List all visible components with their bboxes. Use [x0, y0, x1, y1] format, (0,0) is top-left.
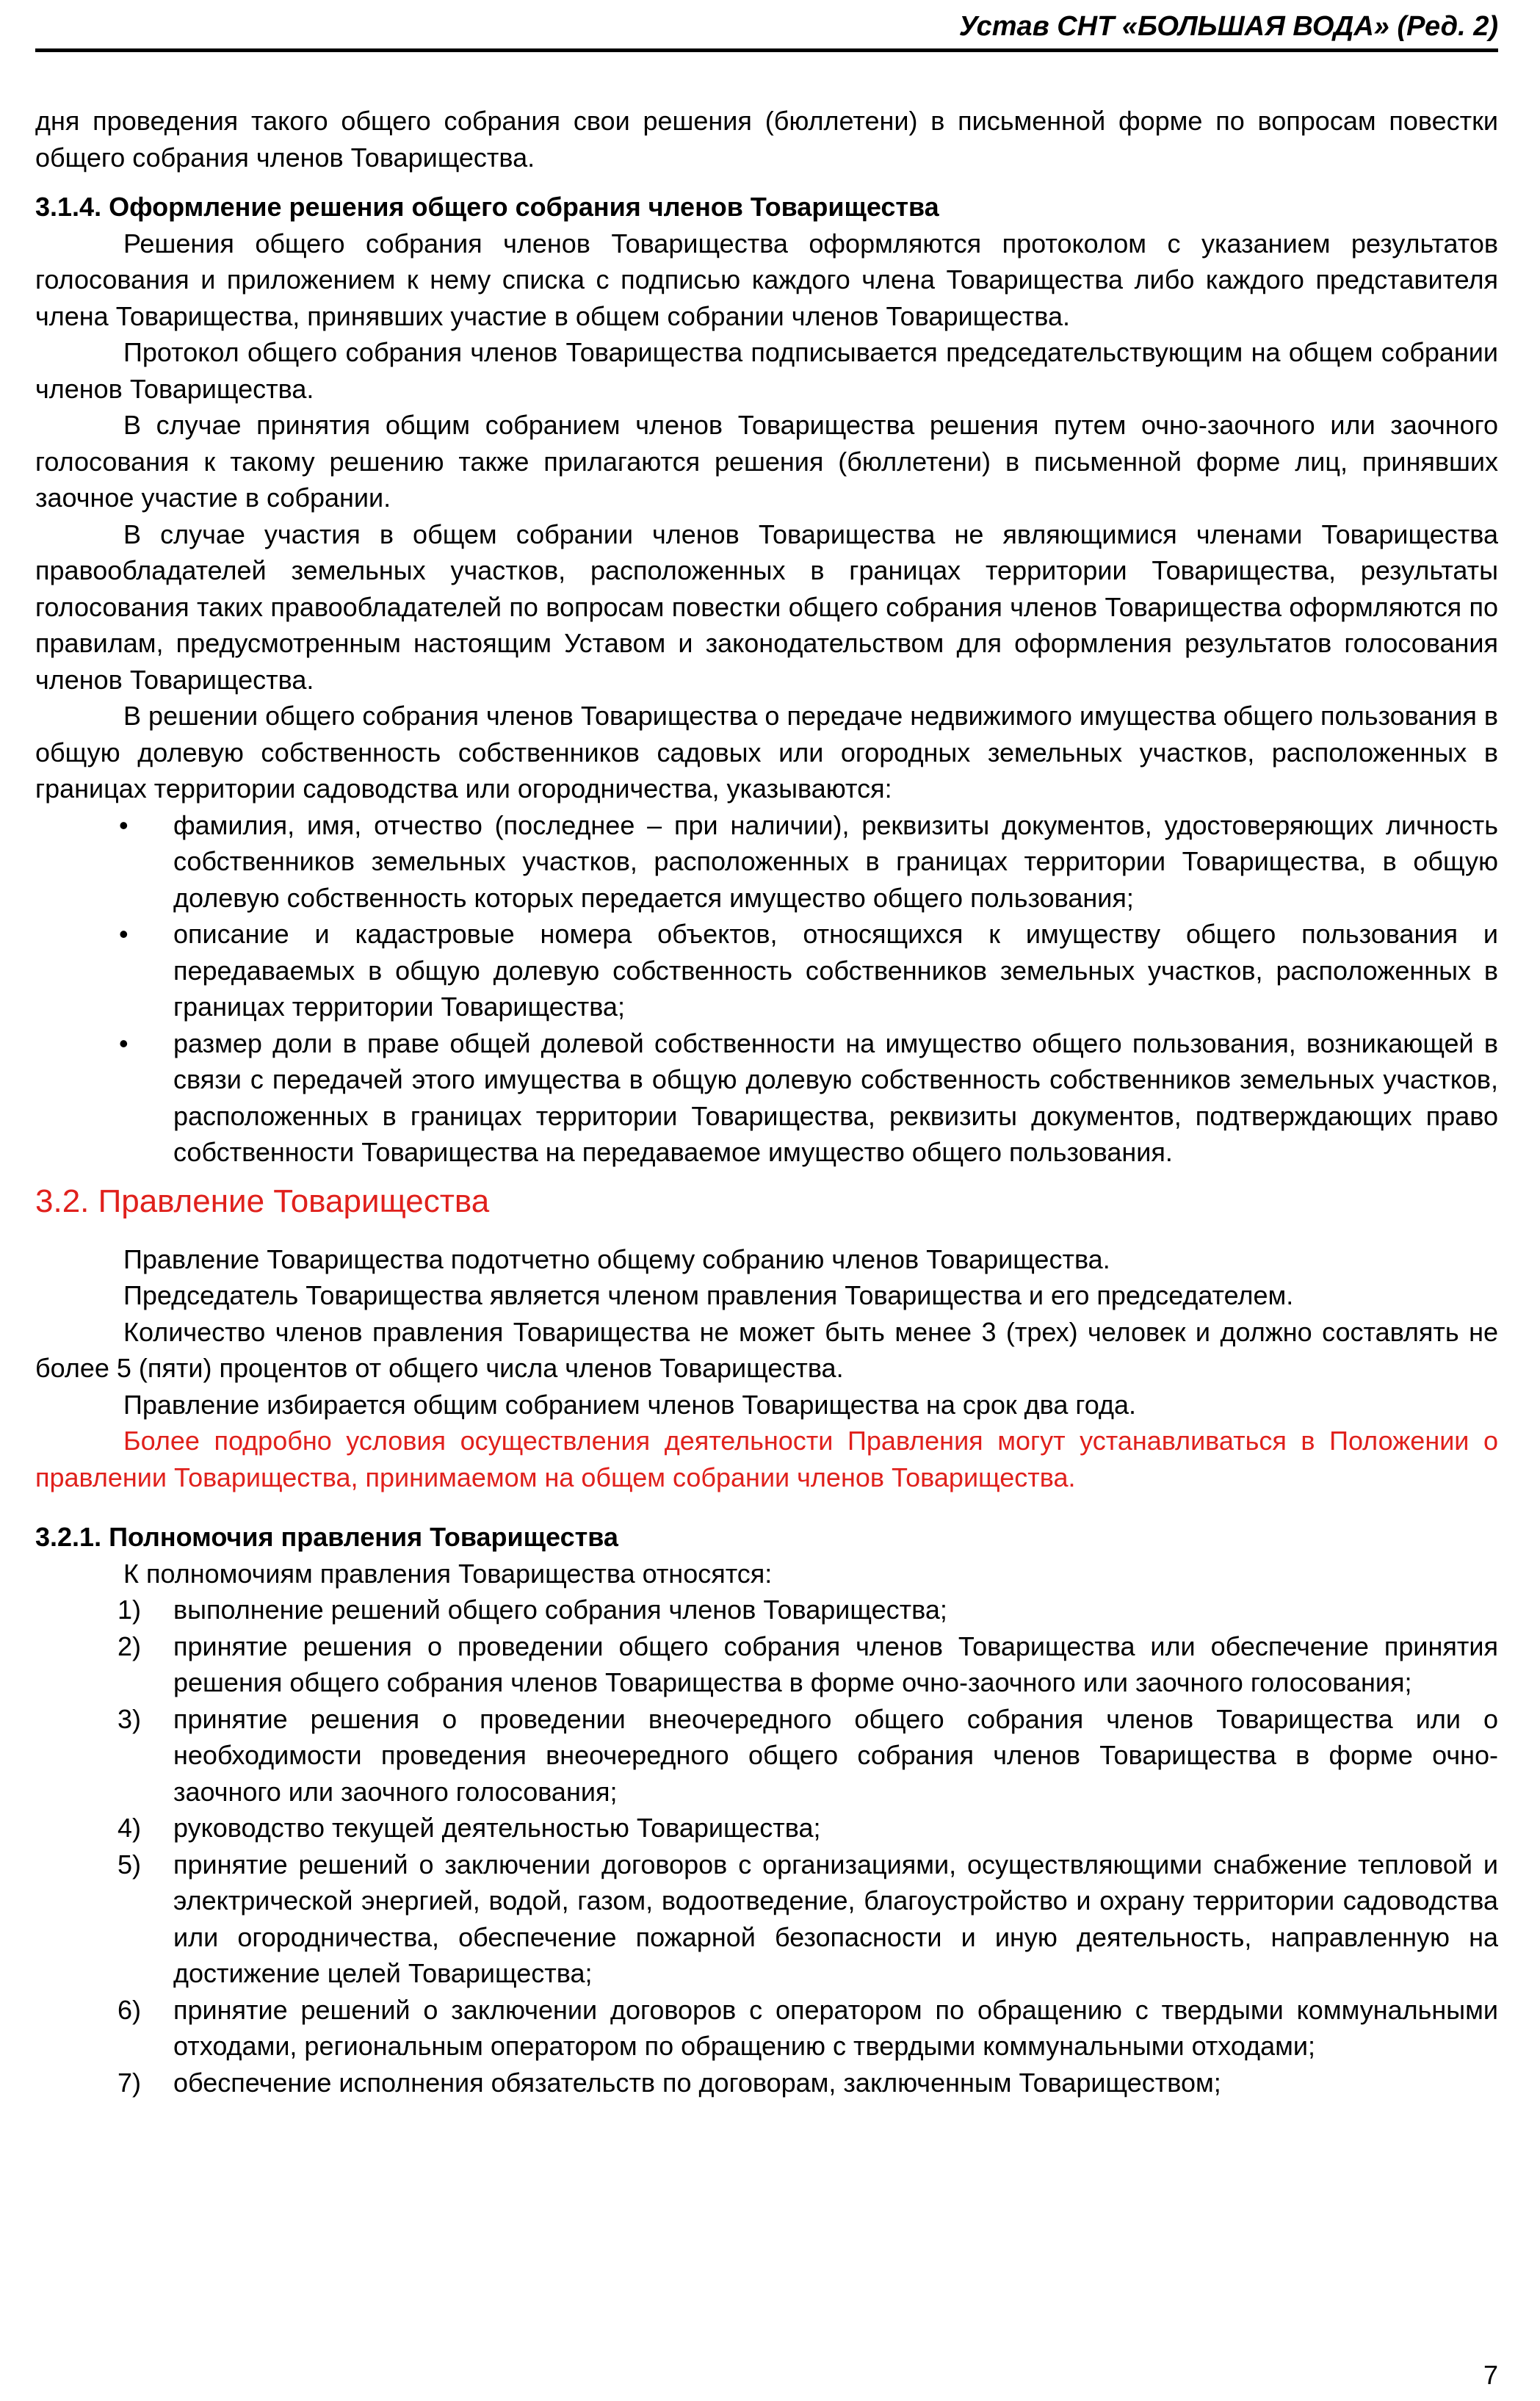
paragraph: Правление Товарищества подотчетно общему собранию членов Товарищества.: [123, 1243, 1110, 1274]
list-number: 2): [118, 1631, 142, 1661]
list-item: [35, 1025, 1498, 1171]
list-item-text: руководство текущей деятельностью Товарищества;: [173, 1813, 821, 1843]
paragraph: Решения общего собрания членов Товарищества оформляются протоколом с указанием результатов голосования и приложением к нему списка с подписью каждого члена Товарищества либо каждого представителя члена Товарищества, принявших участие в общем собрании членов Товарищества.: [35, 228, 1498, 331]
list-item: [35, 1846, 1498, 1992]
bullet-marker: •: [119, 919, 129, 949]
bullet-list: [35, 807, 1498, 1171]
list-item: [35, 1992, 1498, 2065]
list-item: [35, 1628, 1498, 1701]
list-item-text: принятие решения о проведении внеочередного общего собрания членов Товарищества или о необходимости проведения внеочередного общего собрания членов Товарищества в форме очно-заочного или заочного голосования;: [173, 1703, 1498, 1807]
list-item-text: фамилия, имя, отчество (последнее – при наличии), реквизиты документов, удостоверяющих личность собственников земельных участков, расположенных в границах территории Товарищества, в общую долевую собственность которых передается имущество общего пользования;: [173, 809, 1498, 913]
paragraph: В случае участия в общем собрании членов Товарищества не являющимися членами Товарищества правообладателей земельных участков, расположенных в границах территории Товарищества, результаты голосования таких правообладателей по вопросам повестки общего собрания членов Товарищества оформляются по правилам, предусмотренным настоящим Уставом и законодательством для оформления результатов голосования членов Товарищества.: [35, 519, 1498, 695]
list-item: [35, 916, 1498, 1025]
paragraph: Правление избирается общим собранием членов Товарищества на срок два года.: [123, 1389, 1137, 1420]
list-number: 7): [118, 2067, 142, 2098]
list-item: [35, 2065, 1498, 2101]
list-number: 4): [118, 1813, 142, 1843]
list-number: 1): [118, 1595, 142, 1625]
section-heading-3-1-4: 3.1.4. Оформление решения общего собрания членов Товарищества: [35, 192, 939, 222]
list-number: 6): [118, 1994, 142, 2025]
list-item-text: принятие решений о заключении договоров с организациями, осуществляющими снабжение тепловой и электрической энергией, водой, газом, водоотведение, благоустройство и охрану территории садоводства или огородничества, обеспечение пожарной безопасности и иную деятельность, направленную на достижение целей Товарищества;: [173, 1849, 1498, 1988]
list-item-text: описание и кадастровые номера объектов, относящихся к имуществу общего пользования и передаваемых в общую долевую собственность собственников земельных участков, расположенных в границах территории Товарищества;: [173, 919, 1498, 1022]
list-item: [35, 1592, 1498, 1628]
list-number: 5): [118, 1849, 142, 1880]
bullet-marker: •: [119, 809, 129, 840]
bullet-marker: •: [119, 1028, 129, 1058]
list-item-text: принятие решения о проведении общего собрания членов Товарищества или обеспечение принятия решения общего собрания членов Товарищества в форме очно-заочного или заочного голосования;: [173, 1631, 1498, 1697]
list-number: 3): [118, 1703, 142, 1734]
list-item: [35, 1701, 1498, 1810]
list-item-text: выполнение решений общего собрания членов Товарищества;: [173, 1595, 947, 1625]
list-item: [35, 1810, 1498, 1846]
highlighted-paragraph: Более подробно условия осуществления деятельности Правления могут устанавливаться в Положении о правлении Товарищества, принимаемом на общем собрании членов Товарищества.: [35, 1426, 1498, 1492]
list-item-text: размер доли в праве общей долевой собственности на имущество общего пользования, возникающей в связи с передачей этого имущества в общую долевую собственность собственников земельных участков, расположенных в границах территории Товарищества, реквизиты документов, подтверждающих право собственности Товарищества на передаваемое имущество общего пользования.: [173, 1028, 1498, 1167]
numbered-list: [35, 1592, 1498, 2101]
document-title: Устав СНТ «БОЛЬШАЯ ВОДА» (Ред. 2): [958, 11, 1498, 42]
continuation-paragraph: дня проведения такого общего собрания свои решения (бюллетени) в письменной форме по вопросам повестки общего собрания членов Товарищества.: [35, 106, 1498, 173]
paragraph: Протокол общего собрания членов Товарищества подписывается председательствующим на общем собрании членов Товарищества.: [35, 337, 1498, 404]
list-item-text: обеспечение исполнения обязательств по договорам, заключенным Товариществом;: [173, 2067, 1221, 2098]
paragraph: В случае принятия общим собранием членов Товарищества решения путем очно-заочного или заочного голосования к такому решению также прилагаются решения (бюллетени) в письменной форме лиц, принявших заочное участие в собрании.: [35, 410, 1498, 513]
section-heading-3-2-1: 3.2.1. Полномочия правления Товарищества: [35, 1522, 618, 1552]
page-header: [35, 7, 1498, 52]
document-body: [35, 103, 1498, 2101]
list-item: [35, 807, 1498, 917]
page-number: 7: [1483, 2360, 1498, 2390]
paragraph: В решении общего собрания членов Товарищества о передаче недвижимого имущества общего пользования в общую долевую собственность собственников садовых или огородных земельных участков, расположенных в границах территории садоводства или огородничества, указываются:: [35, 701, 1498, 804]
list-intro: К полномочиям правления Товарищества относятся:: [123, 1558, 773, 1589]
list-item-text: принятие решений о заключении договоров с оператором по обращению с твердыми коммунальными отходами, региональным оператором по обращению с твердыми коммунальными отходами;: [173, 1994, 1498, 2061]
paragraph: Председатель Товарищества является членом правления Товарищества и его председателем.: [123, 1280, 1294, 1310]
section-heading-3-2: 3.2. Правление Товарищества: [35, 1183, 490, 1219]
paragraph: Количество членов правления Товарищества не может быть менее 3 (трех) человек и должно составлять не более 5 (пяти) процентов от общего числа членов Товарищества.: [35, 1316, 1498, 1383]
